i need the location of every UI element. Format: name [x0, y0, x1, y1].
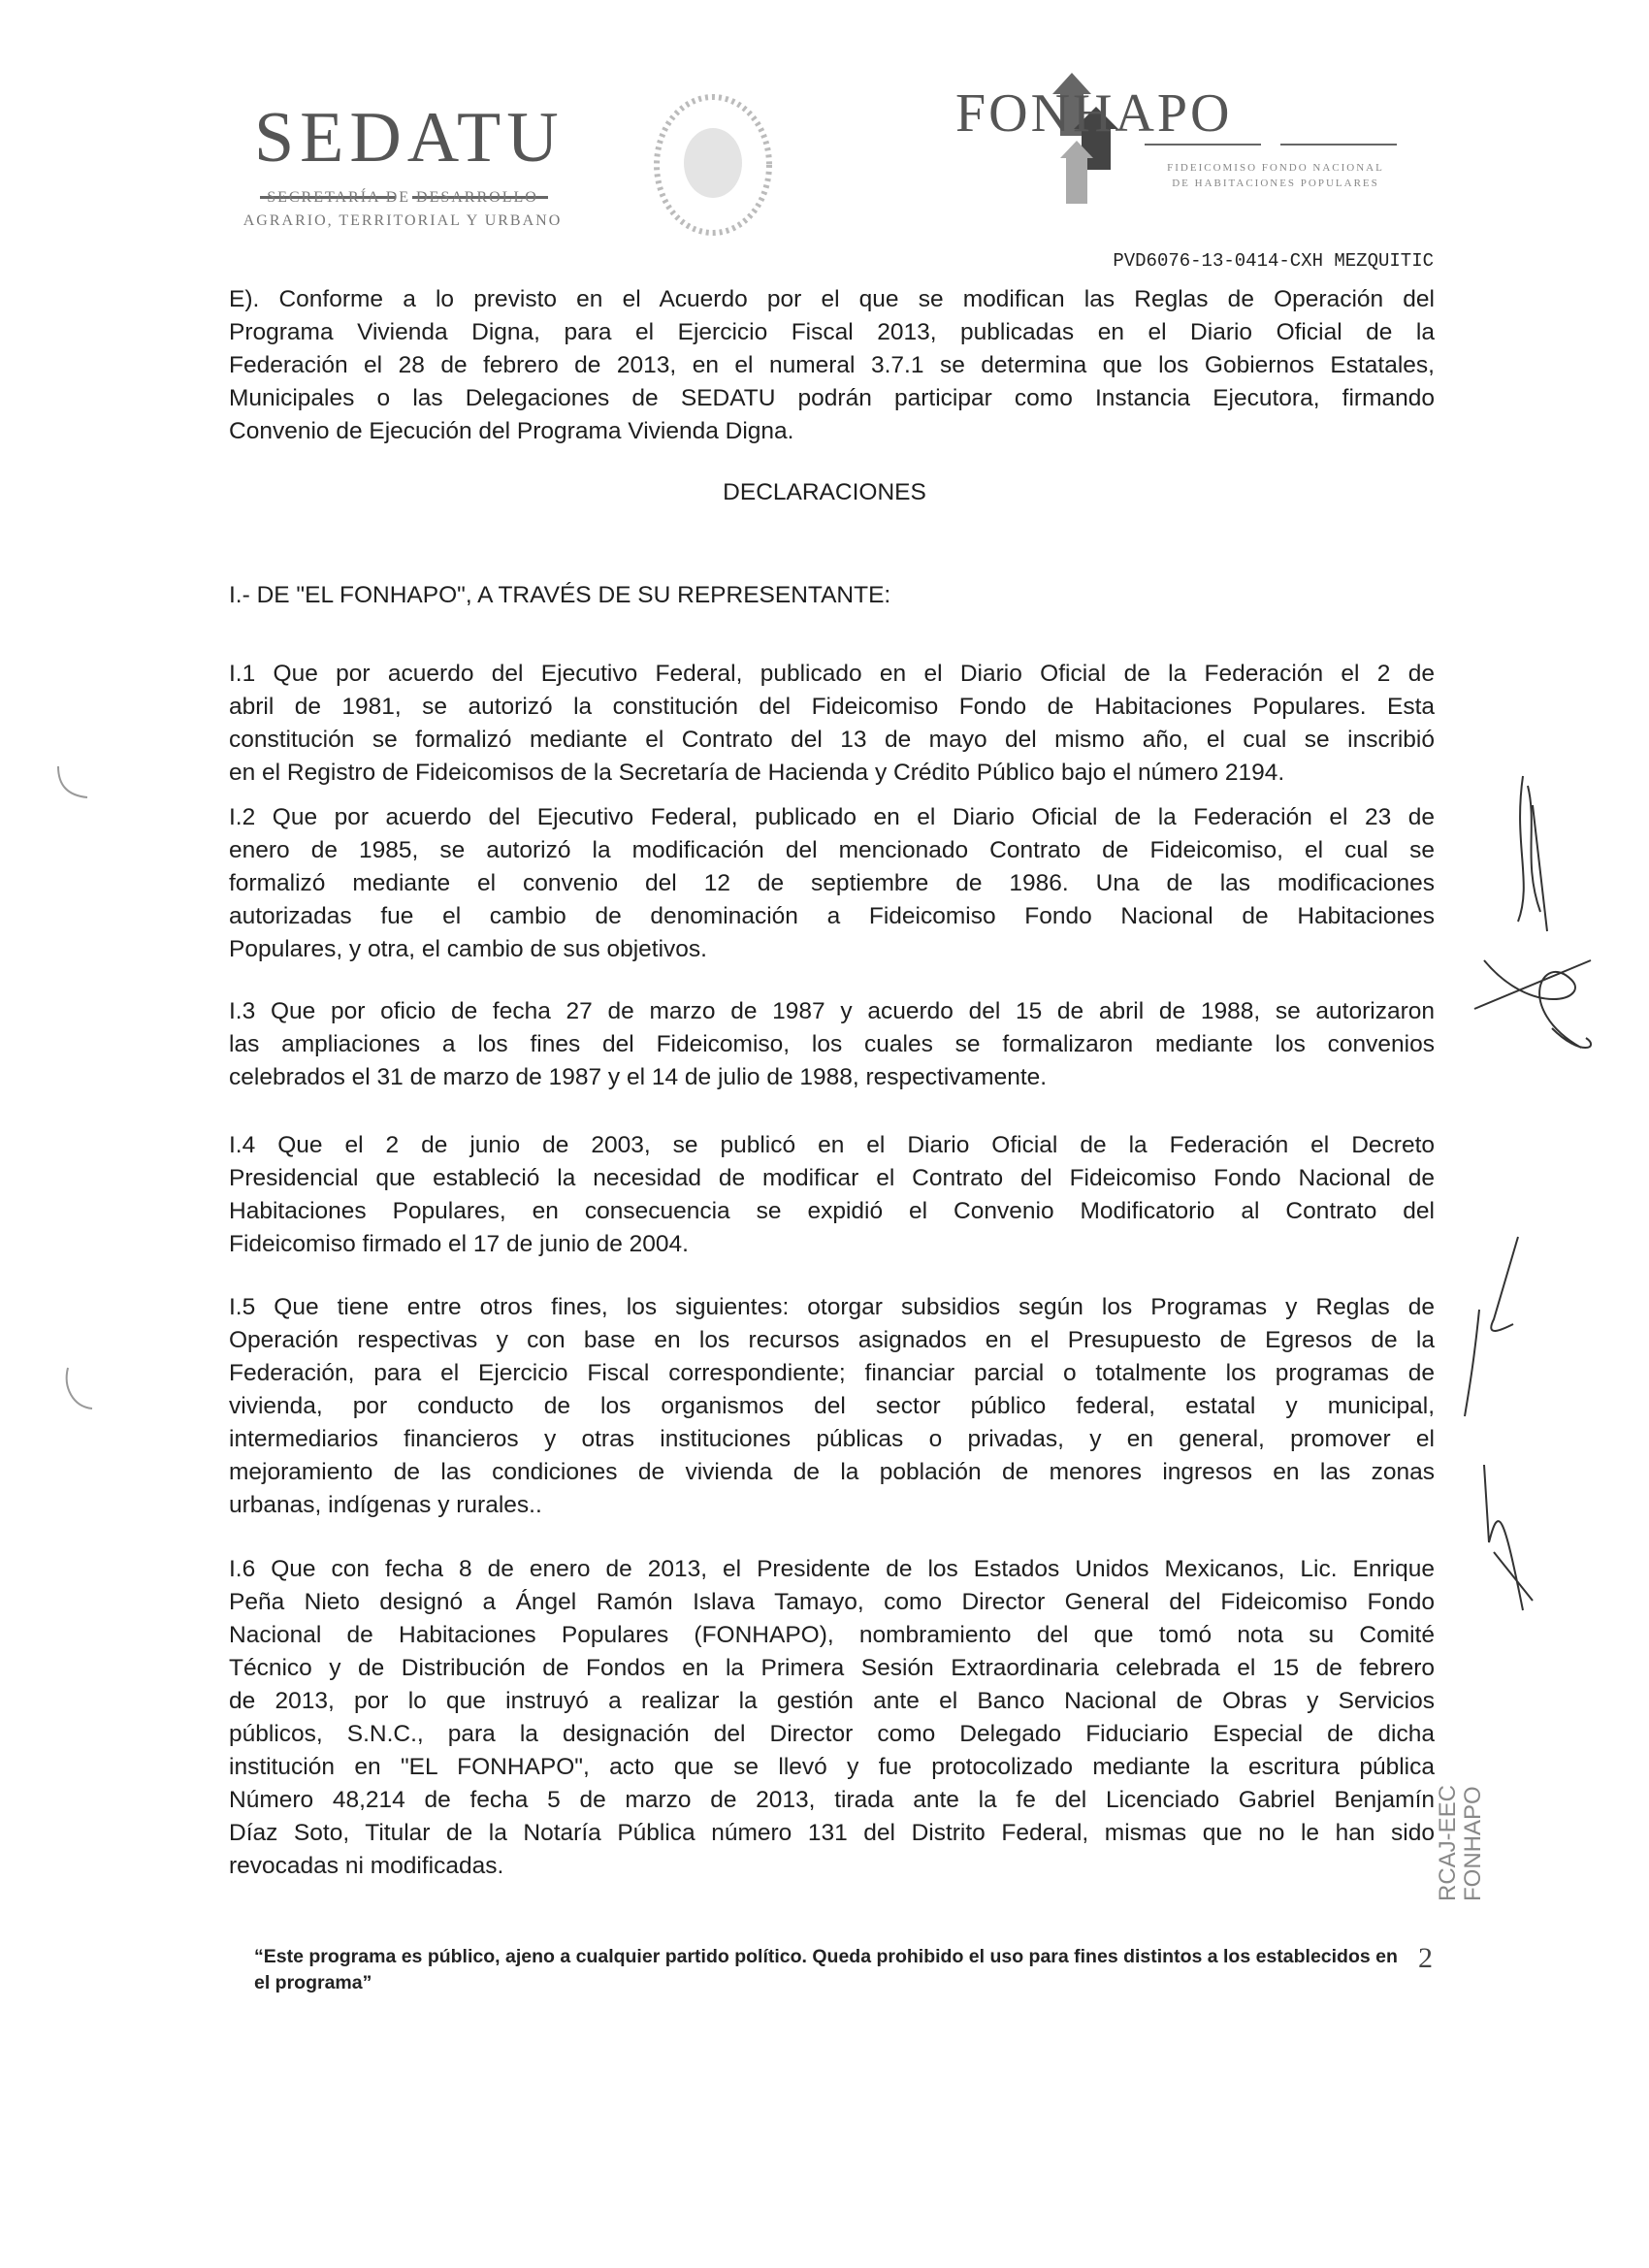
- text-line: revocadas ni modificadas.: [229, 1853, 504, 1879]
- stamp-line: RCAJ-EEC: [1435, 1784, 1461, 1901]
- intro-paragraph: [229, 283, 1435, 448]
- text-line: públicos, S.N.C., para la designación del Director como Delegado Fiduciario Especial de dicha: [229, 1721, 1435, 1747]
- text-line: Presidencial que estableció la necesidad de modificar el Contrato del Fideicomiso Fondo Nacional de: [229, 1165, 1435, 1191]
- text-line: Programa Vivienda Digna, para el Ejercicio Fiscal 2013, publicadas en el Diario Oficial de la: [229, 319, 1435, 345]
- text-line: Nacional de Habitaciones Populares (FONHAPO), nombramiento del que tomó nota su Comité: [229, 1622, 1435, 1648]
- text-line: celebrados el 31 de marzo de 1987 y el 14 de julio de 1988, respectivamente.: [229, 1064, 1048, 1090]
- fonhapo-subtitle-line: FIDEICOMISO FONDO NACIONAL: [1167, 162, 1384, 174]
- text-line: abril de 1981, se autorizó la constitución del Fideicomiso Fondo de Habitaciones Populares. Esta: [229, 694, 1435, 720]
- signature-initials-icon: [1455, 766, 1649, 1096]
- text-line: mejoramiento de las condiciones de vivienda de la población de menores ingresos en las zonas: [229, 1459, 1435, 1485]
- text-line: Federación, para el Ejercicio Fiscal correspondiente; financiar parcial o totalmente los programas de: [229, 1360, 1435, 1386]
- text-line: constitución se formalizó mediante el Contrato del 13 de mayo del mismo año, el cual se inscribió: [229, 727, 1435, 753]
- text-line: Populares, y otra, el cambio de sus objetivos.: [229, 936, 707, 962]
- document-reference: PVD6076-13-0414-CXH MEZQUITIC: [1113, 250, 1434, 272]
- text-line: institución en "EL FONHAPO", acto que se llevó y fue protocolizado mediante la escritura pública: [229, 1754, 1435, 1780]
- text-line: I.4 Que el 2 de junio de 2003, se publicó en el Diario Oficial de la Federación el Decreto: [229, 1132, 1435, 1158]
- text-line: de 2013, por lo que instruyó a realizar la gestión ante el Banco Nacional de Obras y Servicios: [229, 1688, 1435, 1714]
- text-line: autorizadas fue el cambio de denominación a Fideicomiso Fondo Nacional de Habitaciones: [229, 903, 1435, 929]
- declarations-title: DECLARACIONES: [723, 479, 926, 505]
- national-seal-icon: [640, 87, 786, 243]
- scan-mark-icon: [48, 737, 97, 1416]
- sedatu-subtitle: [228, 186, 577, 233]
- text-line: I.5 Que tiene entre otros fines, los siguientes: otorgar subsidios según los Programas y Reglas de: [229, 1294, 1435, 1320]
- text-line: las ampliaciones a los fines del Fideicomiso, los cuales se formalizaron mediante los convenios: [229, 1031, 1435, 1057]
- text-line: Díaz Soto, Titular de la Notaría Pública número 131 del Distrito Federal, mismas que no le han sido: [229, 1820, 1435, 1846]
- declaration-paragraph: [229, 1129, 1435, 1261]
- text-line: I.2 Que por acuerdo del Ejecutivo Federal, publicado en el Diario Oficial de la Federación el 23 de: [229, 804, 1435, 830]
- text-line: Técnico y de Distribución de Fondos en la Primera Sesión Extraordinaria celebrada el 15 de febrero: [229, 1655, 1435, 1681]
- page-number: 2: [1418, 1942, 1433, 1974]
- text-line: Habitaciones Populares, en consecuencia se expidió el Convenio Modificatorio al Contrato del: [229, 1198, 1435, 1224]
- text-line: Federación el 28 de febrero de 2013, en el numeral 3.7.1 se determina que los Gobiernos Estatales,: [229, 352, 1435, 378]
- rubber-stamp: [1436, 1785, 1486, 1901]
- text-line: enero de 1985, se autorizó la modificación del mencionado Contrato de Fideicomiso, el cual se: [229, 837, 1435, 863]
- fonhapo-subtitle: [1145, 160, 1406, 191]
- text-line: Municipales o las Delegaciones de SEDATU podrán participar como Instancia Ejecutora, firmando: [229, 385, 1435, 411]
- declaration-paragraph: [229, 1553, 1435, 1883]
- signature-initials-icon: [1445, 1232, 1562, 1620]
- text-line: intermediarios financieros y otras instituciones públicas o privadas, y en general, promover el: [229, 1426, 1435, 1452]
- sedatu-subtitle-line: SECRETARÍA DE DESARROLLO: [267, 189, 538, 206]
- logo-divider: [1145, 144, 1261, 146]
- text-line: I.1 Que por acuerdo del Ejecutivo Federal, publicado en el Diario Oficial de la Federación el 2 de: [229, 661, 1435, 687]
- declaration-paragraph: [229, 995, 1435, 1094]
- declaration-paragraph: [229, 1291, 1435, 1522]
- footer-disclaimer: “Este programa es público, ajeno a cualquier partido político. Queda prohibido el uso para fines distintos a los establecidos en el programa”: [254, 1946, 1398, 1993]
- text-line: en el Registro de Fideicomisos de la Secretaría de Hacienda y Crédito Público bajo el número 2194.: [229, 760, 1285, 786]
- text-line: vivienda, por conducto de los organismos del sector público federal, estatal y municipal,: [229, 1393, 1435, 1419]
- text-line: I.3 Que por oficio de fecha 27 de marzo de 1987 y acuerdo del 15 de abril de 1988, se autorizaron: [229, 998, 1435, 1024]
- text-line: Número 48,214 de fecha 5 de marzo de 2013, tirada ante la fe del Licenciado Gabriel Benjamín: [229, 1787, 1435, 1813]
- text-line: Peña Nieto designó a Ángel Ramón Islava Tamayo, como Director General del Fideicomiso Fondo: [229, 1589, 1435, 1615]
- text-line: I.6 Que con fecha 8 de enero de 2013, el Presidente de los Estados Unidos Mexicanos, Lic. Enrique: [229, 1556, 1435, 1582]
- text-line: E). Conforme a lo previsto en el Acuerdo por el que se modifican las Reglas de Operación del: [229, 286, 1435, 312]
- declaration-paragraph: [229, 658, 1435, 790]
- text-line: formalizó mediante el convenio del 12 de septiembre de 1986. Una de las modificaciones: [229, 870, 1435, 896]
- logo-divider: [1280, 144, 1397, 146]
- stamp-line: FONHAPO: [1460, 1786, 1486, 1901]
- text-line: urbanas, indígenas y rurales..: [229, 1492, 542, 1518]
- text-line: Operación respectivas y con base en los recursos asignados en el Presupuesto de Egresos de la: [229, 1327, 1435, 1353]
- fonhapo-subtitle-line: DE HABITACIONES POPULARES: [1172, 178, 1379, 189]
- text-line: Convenio de Ejecución del Programa Vivienda Digna.: [229, 418, 794, 444]
- text-line: Fideicomiso firmado el 17 de junio de 2004.: [229, 1231, 689, 1257]
- fonhapo-logo: FONHAPO: [955, 83, 1233, 144]
- sedatu-subtitle-line: AGRARIO, TERRITORIAL Y URBANO: [242, 212, 563, 229]
- section-title: I.- DE "EL FONHAPO", A TRAVÉS DE SU REPRESENTANTE:: [229, 582, 891, 608]
- declaration-paragraph: [229, 801, 1435, 966]
- sedatu-logo: SEDATU: [254, 98, 565, 178]
